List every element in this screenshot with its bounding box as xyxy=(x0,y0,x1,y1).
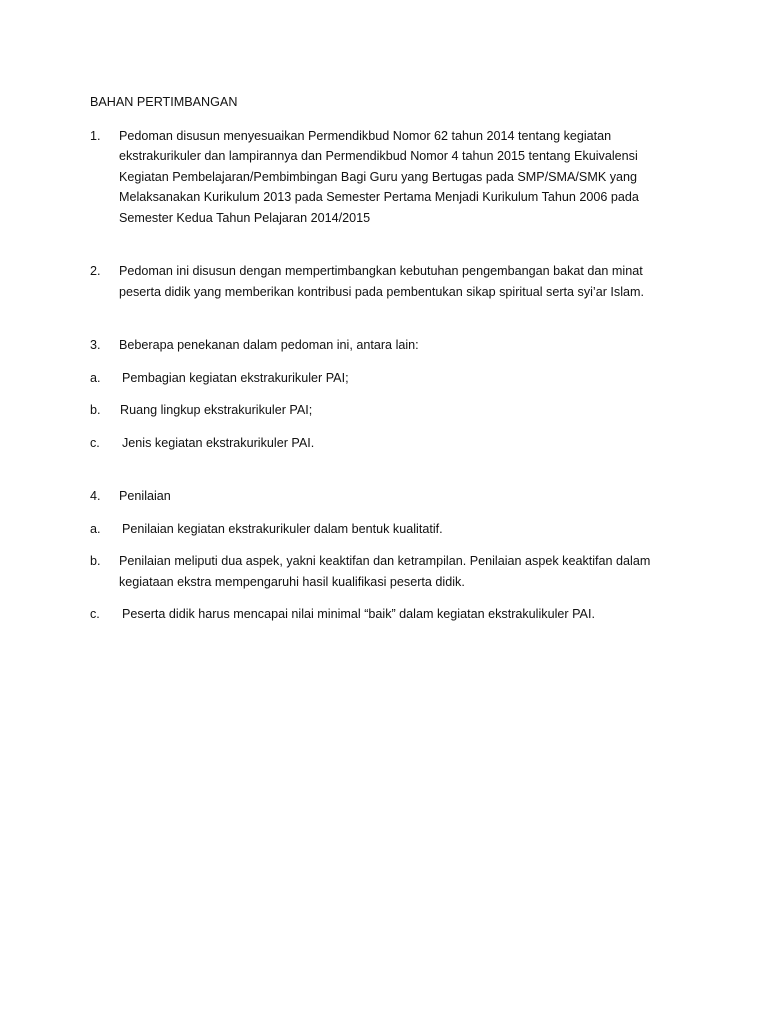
section-4-number: 4. xyxy=(90,489,101,503)
section-4-item-b-text: Penilaian meliputi dua aspek, yakni keaktifan dan ketrampilan. Penilaian aspek keaktifan dalam kegiataan ekstra mempengaruhi hasil kualifikasi peserta didik. xyxy=(119,554,651,589)
section-4-item-a xyxy=(90,519,670,540)
section-4-item-c-text: Peserta didik harus mencapai nilai minimal “baik” dalam kegiatan ekstrakulikuler PAI. xyxy=(122,607,595,621)
document-title: BAHAN PERTIMBANGAN xyxy=(90,95,238,109)
section-4-item-c-label: c. xyxy=(90,607,100,621)
section-3-item-b-text: Ruang lingkup ekstrakurikuler PAI; xyxy=(120,403,313,417)
section-3-item-b-label: b. xyxy=(90,403,101,417)
section-3-text: Beberapa penekanan dalam pedoman ini, antara lain: xyxy=(119,338,419,352)
section-4-item-c xyxy=(90,604,670,625)
section-4-text: Penilaian xyxy=(119,489,171,503)
section-4 xyxy=(90,486,670,507)
section-4-item-a-label: a. xyxy=(90,521,101,536)
section-4-item-a-text: Penilaian kegiatan ekstrakurikuler dalam bentuk kualitatif. xyxy=(122,521,443,536)
section-4-item-b xyxy=(90,551,670,592)
section-3-item-a-text: Pembagian kegiatan ekstrakurikuler PAI; xyxy=(122,370,349,385)
section-3 xyxy=(90,335,670,356)
section-1 xyxy=(90,126,670,229)
section-2-number: 2. xyxy=(90,264,101,278)
section-3-item-a-label: a. xyxy=(90,370,101,385)
document-content xyxy=(90,92,670,625)
section-1-text: Pedoman disusun menyesuaikan Permendikbud Nomor 62 tahun 2014 tentang kegiatan ekstrakurikuler dan lampirannya dan Permendikbud Nomor 4 tahun 2015 tentang Ekuivalensi Kegiatan Pembelajaran/Pembimbingan Bagi Guru yang Bertugas pada SMP/SMA/SMK yang Melaksanakan Kurikulum 2013 pada Semester Pertama Menjadi Kurikulum Tahun 2006 pada Semester Kedua Tahun Pelajaran 2014/2015 xyxy=(119,128,639,225)
section-3-number: 3. xyxy=(90,338,101,352)
section-3-item-c-text: Jenis kegiatan ekstrakurikuler PAI. xyxy=(122,435,315,450)
section-2-text: Pedoman ini disusun dengan mempertimbangkan kebutuhan pengembangan bakat dan minat peserta didik yang memberikan kontribusi pada pembentukan sikap spiritual serta syi’ar Islam. xyxy=(119,264,644,299)
section-4-item-b-label: b. xyxy=(90,554,101,568)
section-3-item-c-label: c. xyxy=(90,435,100,450)
section-1-number: 1. xyxy=(90,128,101,143)
section-2 xyxy=(90,261,670,302)
section-3-item-a xyxy=(90,368,670,389)
section-3-item-b xyxy=(90,400,670,421)
section-3-item-c xyxy=(90,433,670,454)
